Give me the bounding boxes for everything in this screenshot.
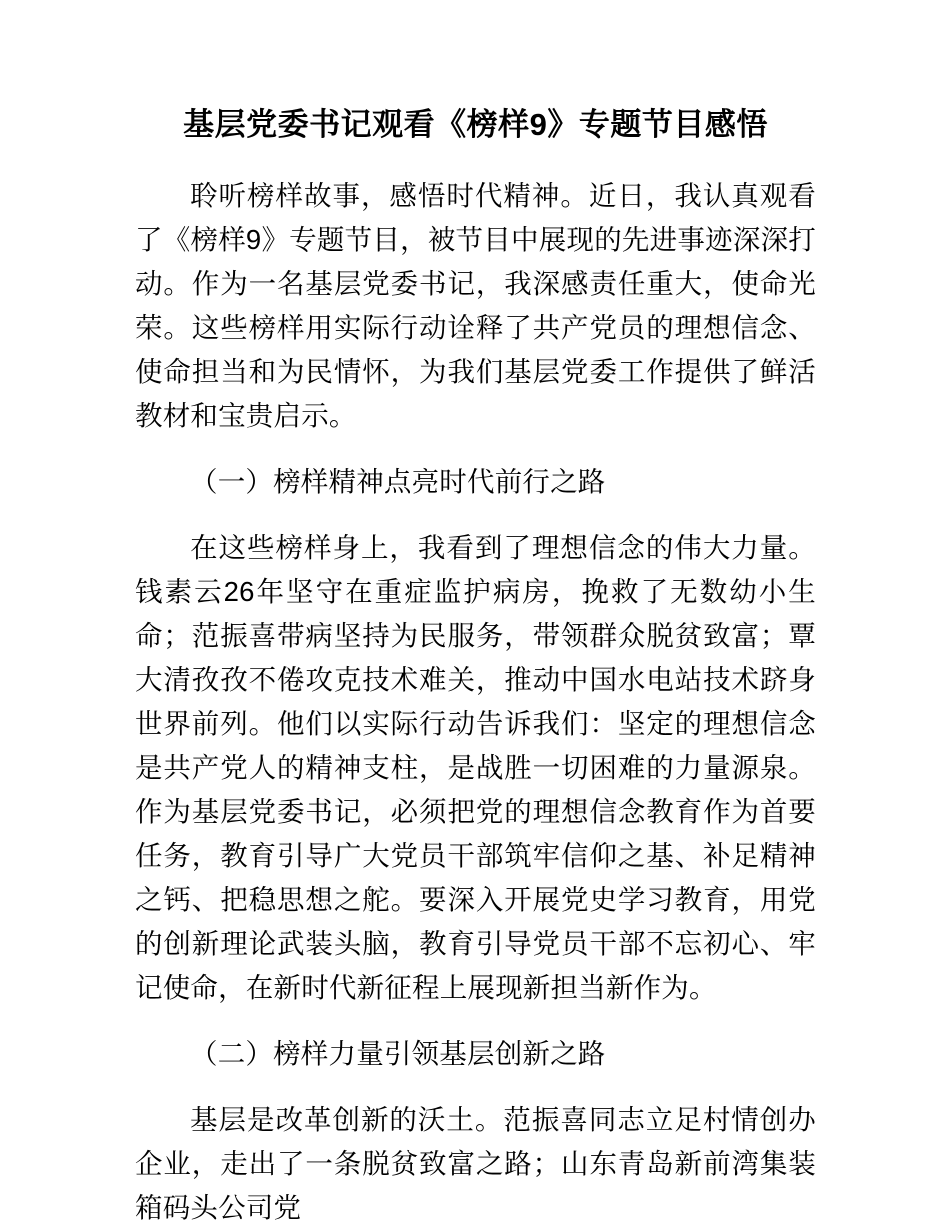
page-title: 基层党委书记观看《榜样9》专题节目感悟 bbox=[183, 107, 768, 142]
document-body bbox=[135, 0, 816, 1230]
paragraph-intro: 聆听榜样故事，感悟时代精神。近日，我认真观看了《榜样9》专题节目，被节目中展现的先进事迹深深打动。作为一名基层党委书记，我深感责任重大，使命光荣。这些榜样用实际行动诠释了共产党员的理想信念、使命担当和为民情怀，为我们基层党委工作提供了鲜活教材和宝贵启示。 bbox=[135, 180, 816, 431]
section-heading-two: （二）榜样力量引领基层创新之路 bbox=[190, 1038, 606, 1069]
paragraph-section-two: 基层是改革创新的沃土。范振喜同志立足村情创办企业，走出了一条脱贫致富之路；山东青岛新前湾集装箱码头公司党 bbox=[135, 1104, 816, 1223]
section-heading-one: （一）榜样精神点亮时代前行之路 bbox=[190, 466, 606, 497]
paragraph-section-one: 在这些榜样身上，我看到了理想信念的伟大力量。钱素云26年坚守在重症监护病房，挽救了无数幼小生命；范振喜带病坚持为民服务，带领群众脱贫致富；覃大清孜孜不倦攻克技术难关，推动中国水电站技术跻身世界前列。他们以实际行动告诉我们：坚定的理想信念是共产党人的精神支柱，是战胜一切困难的力量源泉。作为基层党委书记，必须把党的理想信念教育作为首要任务，教育引导广大党员干部筑牢信仰之基、补足精神之钙、把稳思想之舵。要深入开展党史学习教育，用党的创新理论武装头脑，教育引导党员干部不忘初心、牢记使命，在新时代新征程上展现新担当新作为。 bbox=[135, 532, 816, 1003]
